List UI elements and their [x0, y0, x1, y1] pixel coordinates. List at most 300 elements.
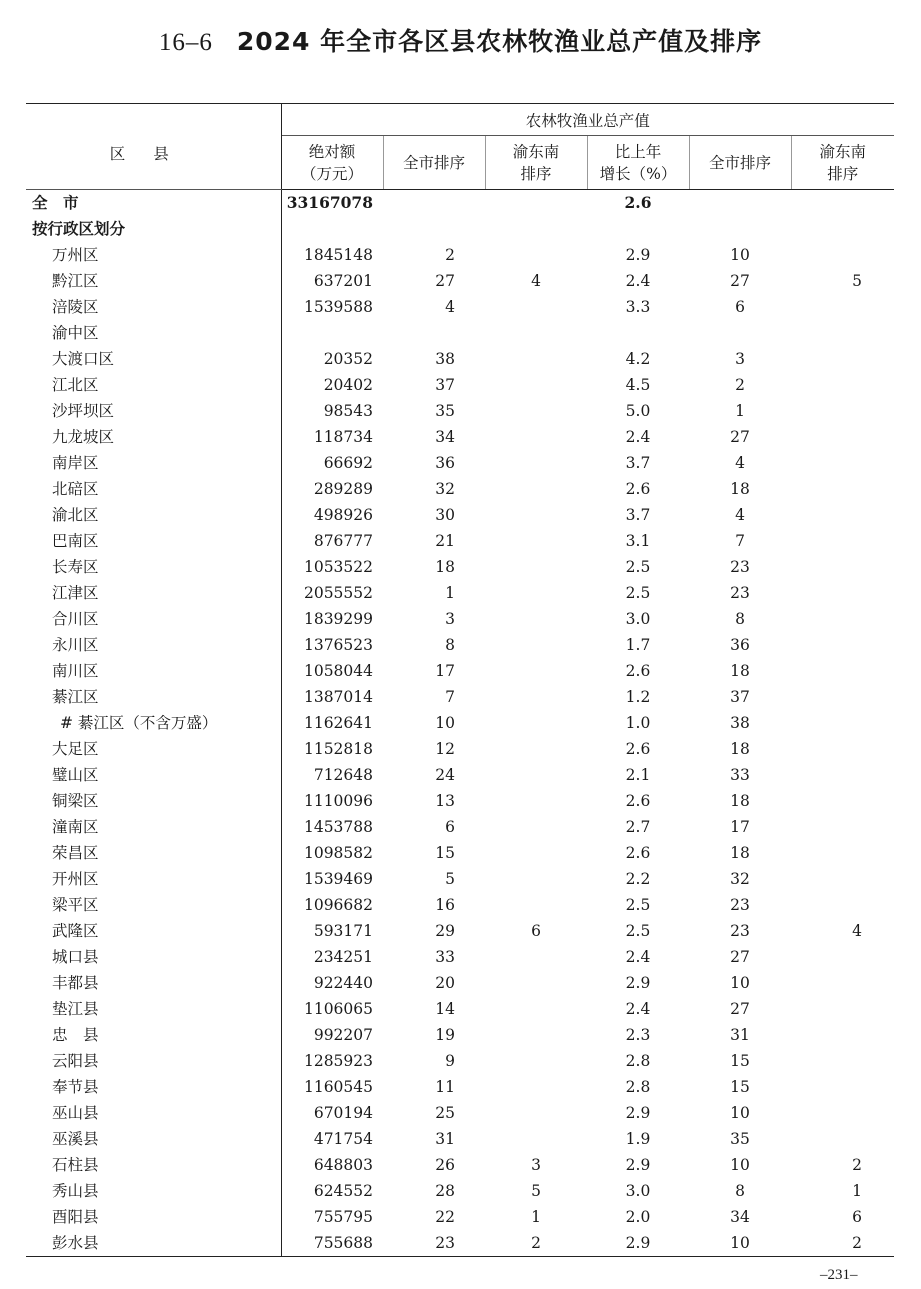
city-rank-cell: 12	[435, 740, 455, 758]
amount-cell: 648803	[313, 1156, 373, 1174]
city-rank-cell: 2	[445, 246, 455, 264]
growth-cell: 2.9	[625, 1156, 651, 1174]
growth-yudongnan-rank-cell	[791, 944, 894, 970]
growth-city-rank-cell: 3	[735, 350, 745, 368]
city-rank-cell: 4	[445, 298, 455, 316]
city-rank-cell: 9	[445, 1052, 455, 1070]
city-rank-cell: 19	[435, 1026, 455, 1044]
header-city-rank: 全市排序	[383, 136, 485, 190]
yudongnan-rank-cell	[485, 970, 587, 996]
table-row	[26, 398, 894, 424]
yudongnan-rank-cell	[485, 320, 587, 346]
growth-cell: 2.9	[625, 1104, 651, 1122]
table-row	[26, 840, 894, 866]
yudongnan-rank-cell	[485, 1100, 587, 1126]
amount-cell: 1539588	[303, 298, 373, 316]
region-name: 云阳县	[26, 1048, 281, 1074]
table-row	[26, 1022, 894, 1048]
yudongnan-rank-cell	[485, 424, 587, 450]
table-row	[26, 294, 894, 320]
yudongnan-rank-cell	[485, 606, 587, 632]
growth-yudongnan-rank-cell	[791, 476, 894, 502]
yudongnan-rank-cell	[485, 580, 587, 606]
growth-city-rank-cell	[689, 320, 791, 346]
growth-cell: 2.9	[625, 974, 651, 992]
growth-cell: 2.2	[625, 870, 651, 888]
growth-yudongnan-rank-cell	[791, 1048, 894, 1074]
region-name: 奉节县	[26, 1074, 281, 1100]
table-row	[26, 1152, 894, 1178]
growth-cell: 2.5	[625, 558, 651, 576]
growth-city-rank-cell: 31	[730, 1026, 750, 1044]
growth-cell: 2.1	[625, 766, 651, 784]
growth-yudongnan-rank-cell	[791, 424, 894, 450]
yudongnan-rank-cell	[485, 554, 587, 580]
growth-yudongnan-rank-cell	[791, 346, 894, 372]
table-row	[26, 814, 894, 840]
amount-cell: 1376523	[303, 636, 373, 654]
city-rank-cell: 29	[435, 922, 455, 940]
amount-cell: 2055552	[303, 584, 373, 602]
amount-cell: 1539469	[303, 870, 373, 888]
city-rank-cell: 37	[435, 376, 455, 394]
growth-cell: 2.0	[625, 1208, 651, 1226]
header-region: 区县	[26, 104, 281, 190]
growth-cell: 2.6	[625, 844, 651, 862]
region-name: 巫山县	[26, 1100, 281, 1126]
region-name: 丰都县	[26, 970, 281, 996]
city-rank-cell: 20	[435, 974, 455, 992]
growth-cell: 2.9	[625, 246, 651, 264]
growth-city-rank-cell	[689, 216, 791, 242]
region-name: 巫溪县	[26, 1126, 281, 1152]
amount-cell: 289289	[313, 480, 373, 498]
yudongnan-rank-cell	[485, 528, 587, 554]
growth-cell: 2.4	[625, 1000, 651, 1018]
growth-city-rank-cell: 33	[730, 766, 750, 784]
amount-cell: 1058044	[303, 662, 373, 680]
yudongnan-rank-cell	[485, 1022, 587, 1048]
growth-city-rank-cell: 18	[730, 844, 750, 862]
amount-cell: 1110096	[303, 792, 373, 810]
amount-cell: 66692	[323, 454, 373, 472]
growth-yudongnan-rank-cell	[791, 190, 894, 217]
region-name: 全 市	[26, 190, 281, 217]
table-row	[26, 632, 894, 658]
growth-yudongnan-rank-cell	[791, 528, 894, 554]
growth-city-rank-cell: 10	[730, 1104, 750, 1122]
amount-cell: 1096682	[303, 896, 373, 914]
region-name: 江津区	[26, 580, 281, 606]
growth-cell: 4.5	[625, 376, 651, 394]
city-rank-cell: 10	[435, 714, 455, 732]
city-rank-cell: 35	[435, 402, 455, 420]
growth-city-rank-cell: 8	[735, 610, 745, 628]
growth-cell: 4.2	[625, 350, 651, 368]
yudongnan-rank-cell: 3	[531, 1156, 541, 1174]
amount-cell: 1839299	[303, 610, 373, 628]
amount-cell: 1098582	[303, 844, 373, 862]
region-name: 万州区	[26, 242, 281, 268]
region-name: 璧山区	[26, 762, 281, 788]
growth-cell: 1.0	[625, 714, 651, 732]
growth-city-rank-cell: 4	[735, 506, 745, 524]
yudongnan-rank-cell	[485, 1126, 587, 1152]
yudongnan-rank-cell: 6	[531, 922, 541, 940]
amount-cell: 1053522	[303, 558, 373, 576]
header-growth: 比上年 增长（%）	[587, 136, 689, 190]
table-row	[26, 1204, 894, 1230]
table-row	[26, 970, 894, 996]
growth-yudongnan-rank-cell	[791, 450, 894, 476]
city-rank-cell: 30	[435, 506, 455, 524]
yudongnan-rank-cell	[485, 944, 587, 970]
header-group: 农林牧渔业总产值	[281, 104, 894, 136]
city-rank-cell: 26	[435, 1156, 455, 1174]
region-name: 荣昌区	[26, 840, 281, 866]
growth-yudongnan-rank-cell	[791, 580, 894, 606]
growth-yudongnan-rank-cell	[791, 866, 894, 892]
yudongnan-rank-cell: 1	[531, 1208, 541, 1226]
yudongnan-rank-cell	[485, 632, 587, 658]
amount-cell: 234251	[313, 948, 373, 966]
city-rank-cell: 38	[435, 350, 455, 368]
growth-yudongnan-rank-cell	[791, 320, 894, 346]
region-name: 黔江区	[26, 268, 281, 294]
yudongnan-rank-cell	[485, 476, 587, 502]
city-rank-cell: 22	[435, 1208, 455, 1226]
region-name: 大渡口区	[26, 346, 281, 372]
growth-cell: 2.8	[625, 1052, 651, 1070]
growth-cell: 2.8	[625, 1078, 651, 1096]
growth-cell: 2.6	[624, 193, 652, 212]
yudongnan-rank-cell	[485, 736, 587, 762]
city-rank-cell: 21	[435, 532, 455, 550]
city-rank-cell: 31	[435, 1130, 455, 1148]
table-row	[26, 242, 894, 268]
city-rank-cell: 6	[445, 818, 455, 836]
yudongnan-rank-cell	[485, 866, 587, 892]
table-row	[26, 658, 894, 684]
growth-cell: 2.4	[625, 428, 651, 446]
region-name: 秀山县	[26, 1178, 281, 1204]
growth-yudongnan-rank-cell: 1	[852, 1182, 863, 1200]
growth-city-rank-cell: 23	[730, 896, 750, 914]
growth-city-rank-cell: 2	[735, 376, 745, 394]
growth-yudongnan-rank-cell	[791, 762, 894, 788]
region-name: 渝北区	[26, 502, 281, 528]
city-rank-cell: 34	[435, 428, 455, 446]
table-row	[26, 1230, 894, 1257]
region-name: # 綦江区（不含万盛）	[26, 710, 281, 736]
region-name: 南川区	[26, 658, 281, 684]
amount-cell: 498926	[313, 506, 373, 524]
table-row	[26, 606, 894, 632]
table-row	[26, 554, 894, 580]
city-rank-cell: 15	[435, 844, 455, 862]
table-row	[26, 502, 894, 528]
growth-city-rank-cell: 32	[730, 870, 750, 888]
amount-cell: 1387014	[303, 688, 373, 706]
table-body	[26, 190, 894, 1257]
region-name: 彭水县	[26, 1230, 281, 1257]
growth-cell	[587, 216, 689, 242]
region-name: 潼南区	[26, 814, 281, 840]
yudongnan-rank-cell	[485, 840, 587, 866]
growth-city-rank-cell: 10	[689, 1230, 791, 1257]
growth-yudongnan-rank-cell	[791, 840, 894, 866]
growth-cell: 2.5	[625, 922, 651, 940]
growth-yudongnan-rank-cell: 6	[852, 1208, 863, 1226]
amount-cell: 1152818	[303, 740, 373, 758]
growth-city-rank-cell: 23	[730, 922, 750, 940]
city-rank-cell: 36	[435, 454, 455, 472]
amount-cell	[281, 216, 383, 242]
table-row	[26, 424, 894, 450]
growth-yudongnan-rank-cell	[791, 372, 894, 398]
yudongnan-rank-cell: 5	[531, 1182, 541, 1200]
growth-cell: 3.7	[625, 454, 651, 472]
yudongnan-rank-cell	[485, 996, 587, 1022]
growth-yudongnan-rank-cell	[791, 970, 894, 996]
amount-cell: 670194	[313, 1104, 373, 1122]
amount-cell: 98543	[323, 402, 373, 420]
growth-cell	[587, 320, 689, 346]
table-row	[26, 580, 894, 606]
growth-cell: 1.7	[625, 636, 651, 654]
growth-yudongnan-rank-cell	[791, 502, 894, 528]
amount-cell: 876777	[313, 532, 373, 550]
table-row	[26, 892, 894, 918]
yudongnan-rank-cell	[485, 216, 587, 242]
table-header	[26, 104, 894, 190]
table-row	[26, 918, 894, 944]
growth-yudongnan-rank-cell	[791, 996, 894, 1022]
growth-city-rank-cell: 10	[730, 1156, 750, 1174]
growth-yudongnan-rank-cell	[791, 216, 894, 242]
yudongnan-rank-cell: 4	[531, 272, 541, 290]
growth-city-rank-cell: 1	[735, 402, 745, 420]
growth-city-rank-cell: 38	[730, 714, 750, 732]
growth-city-rank-cell: 8	[735, 1182, 745, 1200]
amount-cell: 922440	[313, 974, 373, 992]
header-growth-city-rank: 全市排序	[689, 136, 791, 190]
growth-cell: 3.3	[625, 298, 651, 316]
city-rank-cell: 33	[435, 948, 455, 966]
yudongnan-rank-cell	[485, 502, 587, 528]
city-rank-cell: 32	[435, 480, 455, 498]
header-growth-yudongnan-rank: 渝东南 排序	[791, 136, 894, 190]
growth-yudongnan-rank-cell	[791, 814, 894, 840]
amount-cell: 118734	[313, 428, 373, 446]
city-rank-cell: 1	[445, 584, 455, 602]
yudongnan-rank-cell	[485, 1074, 587, 1100]
growth-cell: 2.5	[625, 584, 651, 602]
growth-cell: 2.7	[625, 818, 651, 836]
yudongnan-rank-cell	[485, 294, 587, 320]
amount-cell: 1160545	[303, 1078, 373, 1096]
table-row	[26, 1100, 894, 1126]
region-name: 长寿区	[26, 554, 281, 580]
city-rank-cell: 16	[435, 896, 455, 914]
growth-yudongnan-rank-cell: 5	[852, 272, 863, 290]
region-name: 涪陵区	[26, 294, 281, 320]
amount-cell: 1453788	[303, 818, 373, 836]
region-name: 铜梁区	[26, 788, 281, 814]
growth-yudongnan-rank-cell	[791, 658, 894, 684]
city-rank-cell: 14	[435, 1000, 455, 1018]
header-yudongnan-rank: 渝东南 排序	[485, 136, 587, 190]
growth-cell: 2.4	[625, 272, 651, 290]
growth-yudongnan-rank-cell	[791, 788, 894, 814]
region-name: 按行政区划分	[26, 216, 281, 242]
yudongnan-rank-cell	[485, 788, 587, 814]
growth-city-rank-cell: 18	[730, 480, 750, 498]
region-name: 渝中区	[26, 320, 281, 346]
amount-cell: 755795	[313, 1208, 373, 1226]
yudongnan-rank-cell	[485, 1048, 587, 1074]
growth-cell: 3.0	[625, 1182, 651, 1200]
region-name: 九龙坡区	[26, 424, 281, 450]
city-rank-cell: 11	[435, 1078, 455, 1096]
growth-city-rank-cell: 6	[735, 298, 745, 316]
region-name: 开州区	[26, 866, 281, 892]
growth-city-rank-cell: 18	[730, 662, 750, 680]
growth-city-rank-cell: 10	[730, 974, 750, 992]
table-row	[26, 1126, 894, 1152]
amount-cell: 1106065	[303, 1000, 373, 1018]
growth-cell: 1.9	[625, 1130, 651, 1148]
growth-yudongnan-rank-cell	[791, 892, 894, 918]
growth-city-rank-cell: 17	[730, 818, 750, 836]
growth-cell: 2.6	[625, 792, 651, 810]
yudongnan-rank-cell	[485, 346, 587, 372]
yudongnan-rank-cell	[485, 892, 587, 918]
region-name: 垫江县	[26, 996, 281, 1022]
amount-cell: 20402	[323, 376, 373, 394]
table-row	[26, 268, 894, 294]
table-row	[26, 788, 894, 814]
table-row	[26, 1074, 894, 1100]
table-row	[26, 762, 894, 788]
table-row	[26, 944, 894, 970]
region-name: 大足区	[26, 736, 281, 762]
table-row	[26, 1178, 894, 1204]
region-name: 酉阳县	[26, 1204, 281, 1230]
city-rank-cell: 5	[445, 870, 455, 888]
growth-yudongnan-rank-cell	[791, 710, 894, 736]
yudongnan-rank-cell	[485, 814, 587, 840]
yudongnan-rank-cell	[485, 658, 587, 684]
amount-cell: 637201	[313, 272, 373, 290]
growth-city-rank-cell: 7	[735, 532, 745, 550]
growth-cell: 1.2	[625, 688, 651, 706]
table-row	[26, 684, 894, 710]
amount-cell: 33167078	[286, 193, 373, 212]
region-name: 梁平区	[26, 892, 281, 918]
city-rank-cell: 25	[435, 1104, 455, 1122]
growth-city-rank-cell: 34	[730, 1208, 750, 1226]
growth-cell: 3.1	[625, 532, 651, 550]
yudongnan-rank-cell	[485, 762, 587, 788]
growth-yudongnan-rank-cell: 2	[852, 1156, 863, 1174]
growth-city-rank-cell: 10	[730, 246, 750, 264]
growth-cell: 2.9	[587, 1230, 689, 1257]
page-title	[0, 22, 921, 58]
growth-city-rank-cell: 27	[730, 428, 750, 446]
yudongnan-rank-cell: 2	[485, 1230, 587, 1257]
growth-city-rank-cell: 4	[735, 454, 745, 472]
yudongnan-rank-cell	[485, 372, 587, 398]
yudongnan-rank-cell	[485, 242, 587, 268]
region-name: 沙坪坝区	[26, 398, 281, 424]
region-name: 北碚区	[26, 476, 281, 502]
table-row	[26, 996, 894, 1022]
city-rank-cell: 18	[435, 558, 455, 576]
region-name: 綦江区	[26, 684, 281, 710]
stats-table	[26, 103, 894, 1257]
growth-cell: 2.6	[625, 480, 651, 498]
growth-yudongnan-rank-cell	[791, 632, 894, 658]
growth-yudongnan-rank-cell	[791, 1074, 894, 1100]
city-rank-cell: 27	[435, 272, 455, 290]
city-rank-cell	[383, 190, 485, 217]
amount-cell: 1285923	[303, 1052, 373, 1070]
growth-city-rank-cell: 15	[730, 1078, 750, 1096]
growth-city-rank-cell: 35	[730, 1130, 750, 1148]
table-row	[26, 1048, 894, 1074]
table-row	[26, 346, 894, 372]
growth-yudongnan-rank-cell	[791, 1022, 894, 1048]
growth-yudongnan-rank-cell: 2	[791, 1230, 894, 1257]
growth-cell: 2.4	[625, 948, 651, 966]
growth-yudongnan-rank-cell	[791, 294, 894, 320]
region-name: 永川区	[26, 632, 281, 658]
amount-cell: 593171	[313, 922, 373, 940]
amount-cell: 471754	[313, 1130, 373, 1148]
growth-city-rank-cell: 27	[730, 948, 750, 966]
growth-city-rank-cell: 23	[730, 558, 750, 576]
city-rank-cell: 17	[435, 662, 455, 680]
city-rank-cell: 23	[383, 1230, 485, 1257]
table-row	[26, 736, 894, 762]
region-name: 江北区	[26, 372, 281, 398]
table-row	[26, 710, 894, 736]
header-absolute: 绝对额 （万元）	[281, 136, 383, 190]
city-rank-cell: 3	[445, 610, 455, 628]
growth-cell: 2.6	[625, 740, 651, 758]
region-name: 石柱县	[26, 1152, 281, 1178]
region-name: 合川区	[26, 606, 281, 632]
amount-cell: 1162641	[303, 714, 373, 732]
city-rank-cell: 7	[445, 688, 455, 706]
region-name: 巴南区	[26, 528, 281, 554]
page-number: –231–	[820, 1267, 858, 1283]
yudongnan-rank-cell	[485, 710, 587, 736]
growth-city-rank-cell: 36	[730, 636, 750, 654]
growth-yudongnan-rank-cell	[791, 242, 894, 268]
table-number: 16–6	[158, 29, 213, 56]
region-name: 武隆区	[26, 918, 281, 944]
region-name: 城口县	[26, 944, 281, 970]
growth-yudongnan-rank-cell	[791, 606, 894, 632]
amount-cell: 712648	[313, 766, 373, 784]
growth-city-rank-cell: 37	[730, 688, 750, 706]
yudongnan-rank-cell	[485, 190, 587, 217]
amount-cell: 755688	[281, 1230, 383, 1257]
region-name: 忠 县	[26, 1022, 281, 1048]
growth-cell: 3.0	[625, 610, 651, 628]
